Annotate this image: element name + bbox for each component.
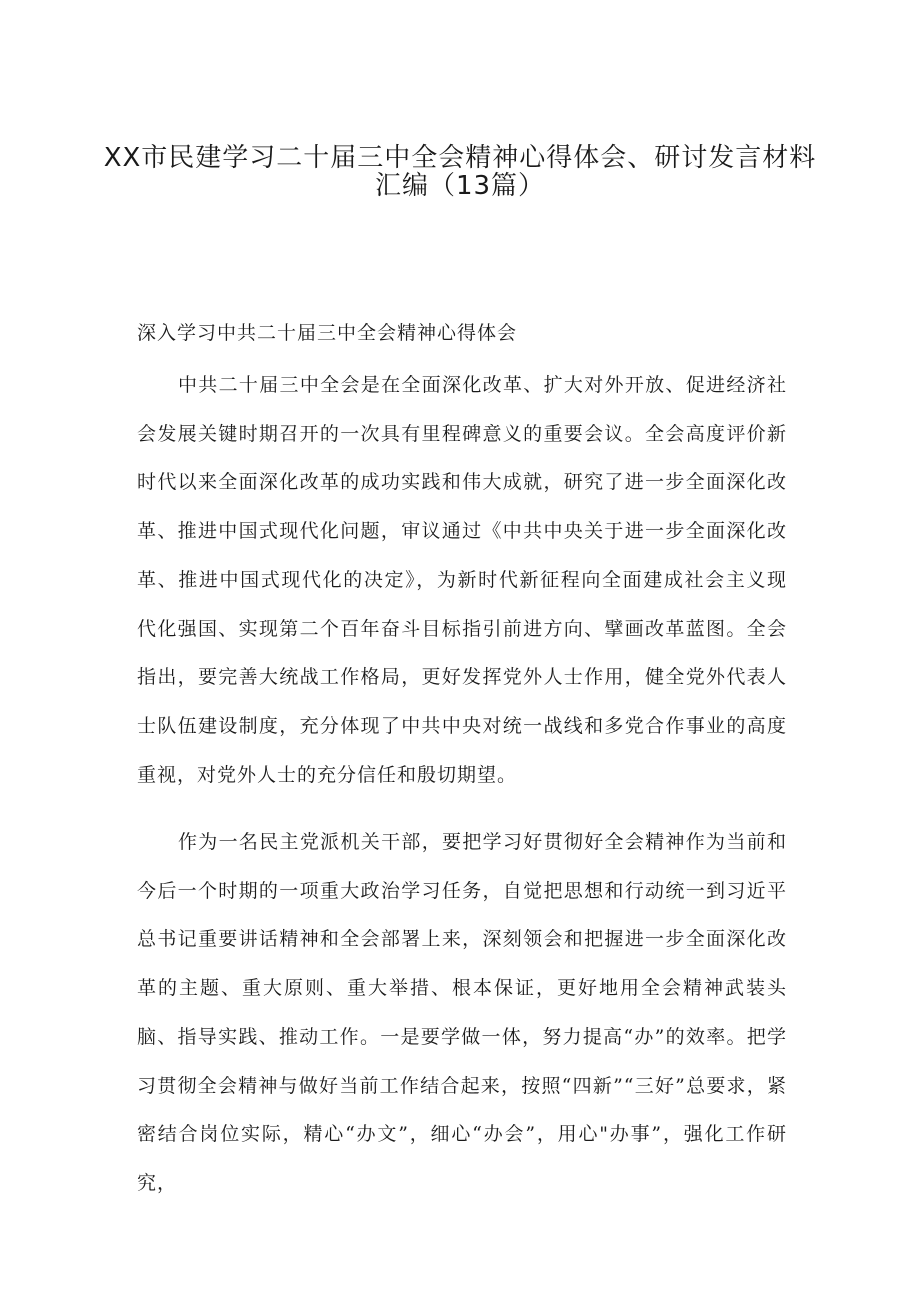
section-heading: 深入学习中共二十届三中全会精神心得体会 xyxy=(137,322,518,344)
document-title-line-1: XX市民建学习二十届三中全会精神心得体会、研讨发言材料 xyxy=(103,143,817,173)
document-title-line-2: 汇编（13篇） xyxy=(374,171,546,201)
body-paragraph-2: 作为一名民主党派机关干部，要把学习好贯彻好全会精神作为当前和今后一个时期的一项重大政治学习任务，自觉把思想和行动统一到习近平总书记重要讲话精神和全会部署上来，深刻领会和把握进一步全面深化改革的主题、重大原则、重大举措、根本保证，更好地用全会精神武装头脑、指导实践、推动工作。一是要学做一体，努力提高“办”的效率。把学习贯彻全会精神与做好当前工作结合起来，按照“四新”“三好”总要求，紧密结合岗位实际，精心“办文”，细心“办会”，用心"办事”，强化工作研究， xyxy=(137,831,787,1194)
body-paragraph-1: 中共二十届三中全会是在全面深化改革、扩大对外开放、促进经济社会发展关键时期召开的一次具有里程碑意义的重要会议。全会高度评价新时代以来全面深化改革的成功实践和伟大成就，研究了进一步全面深化改革、推进中国式现代化问题，审议通过《中共中央关于进一步全面深化改革、推进中国式现代化的决定》，为新时代新征程向全面建成社会主义现代化强国、实现第二个百年奋斗目标指引前进方向、擘画改革蓝图。全会指出，要完善大统战工作格局，更好发挥党外人士作用，健全党外代表人士队伍建设制度，充分体现了中共中央对统一战线和多党合作事业的高度重视，对党外人士的充分信任和殷切期望。 xyxy=(137,374,787,786)
